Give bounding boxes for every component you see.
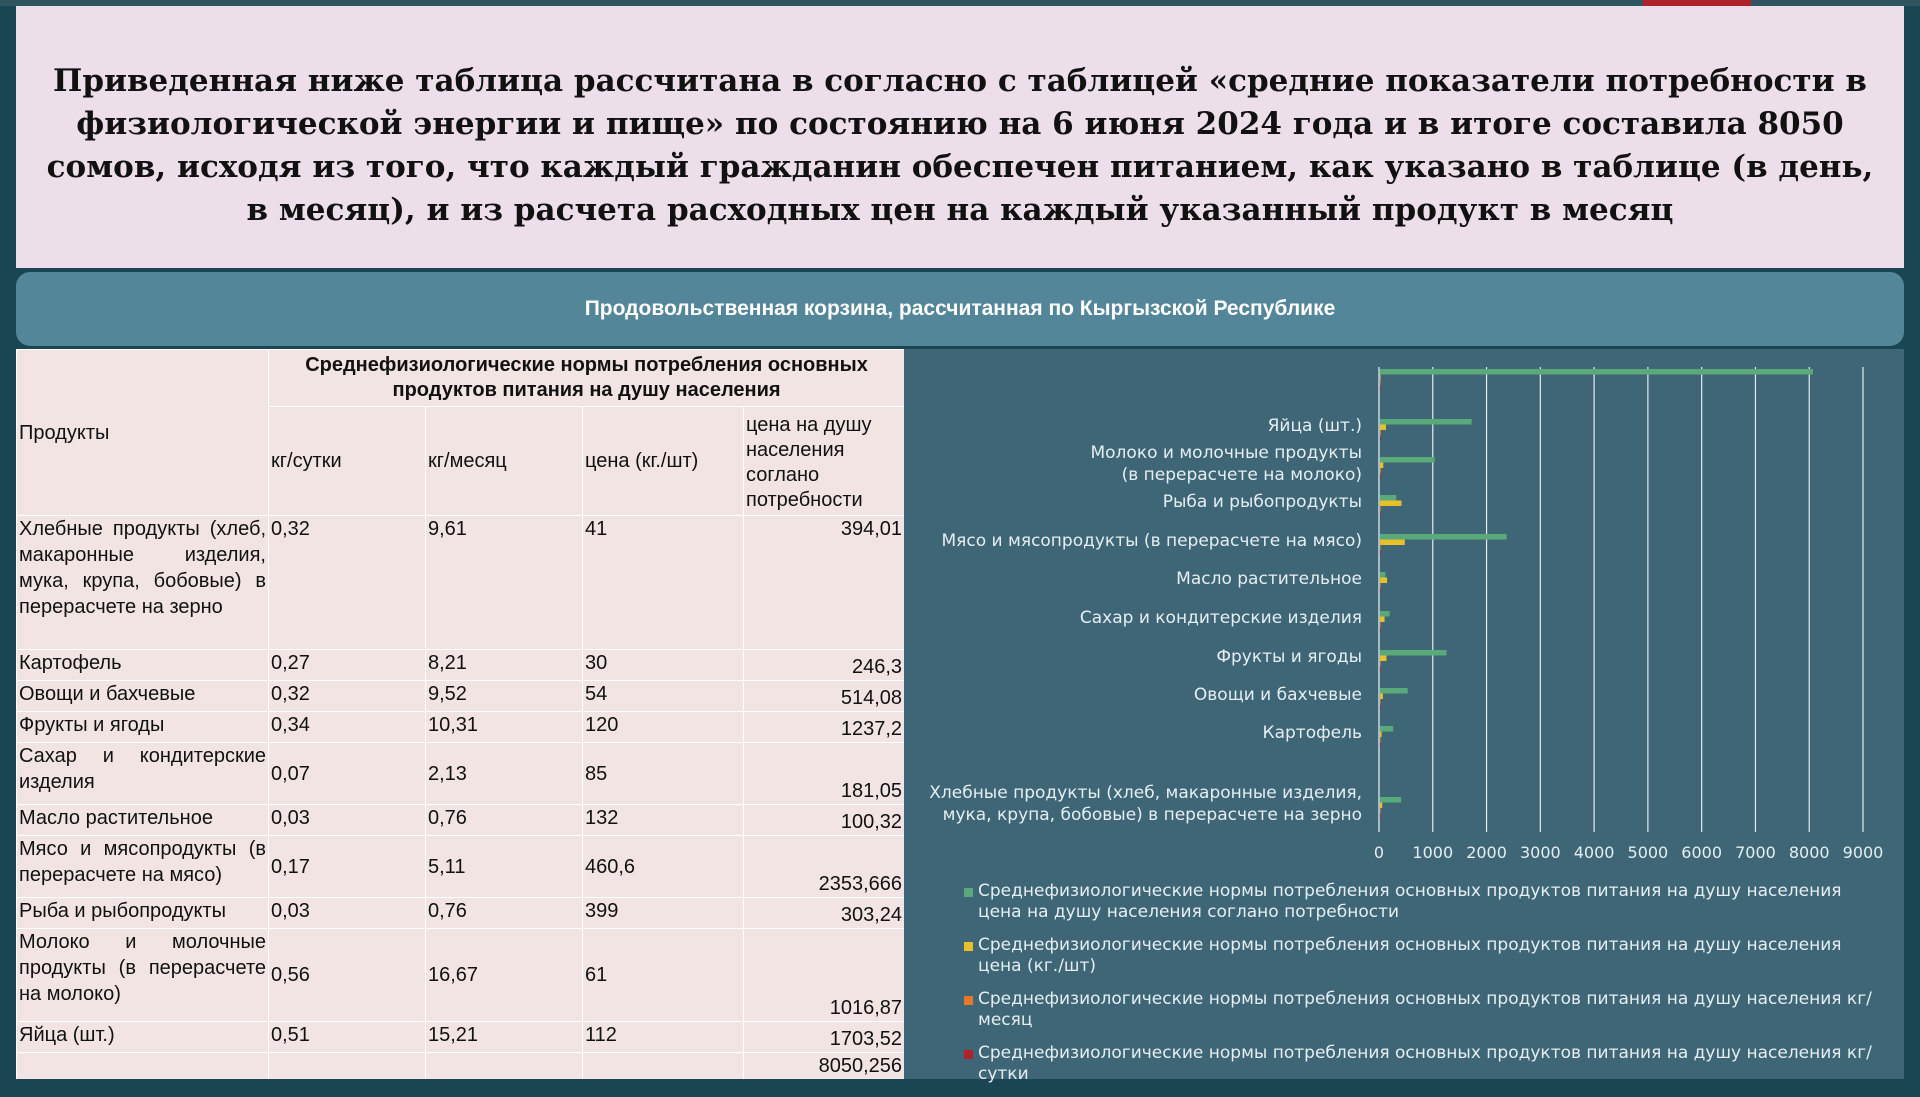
product-cell: Мясо и мясопродукты (в перерасчете на мясо) [17,836,269,898]
y-category-label [1090,443,1362,485]
price-cell: 85 [583,743,744,805]
product-cell: Фрукты и ягоды [17,712,269,743]
legend-swatch [964,996,973,1005]
y-category-label-line: Яйца (шт.) [1267,416,1362,436]
y-category-label [1163,492,1362,512]
price-cell: 120 [583,712,744,743]
legend-swatch [964,888,973,897]
bar-0-8 [1380,457,1435,463]
bar-2-5 [1380,583,1381,589]
bar-2-10 [1380,380,1381,386]
bar-0-6 [1380,534,1507,540]
food-basket-table [16,349,904,1079]
bar-1-10 [1380,375,1381,381]
y-category-label-line: Молоко и молочные продукты [1090,443,1362,463]
bar-0-5 [1380,572,1385,578]
kg-month-cell: 0,76 [426,805,583,836]
header-kg-day: кг/сутки [269,407,426,516]
bar-3-5 [1380,589,1381,595]
table-row [17,929,905,1022]
legend-swatch [964,1050,973,1059]
price-cell: 41 [583,516,744,650]
kg-day-cell: 0,32 [269,516,426,650]
price-cell: 132 [583,805,744,836]
y-category-label-line: Масло растительное [1176,569,1362,589]
bar-0-7 [1380,495,1396,501]
bar-2-3 [1380,661,1381,667]
price-cell: 112 [583,1022,744,1053]
x-tick-label: 2000 [1466,843,1507,862]
bar-2-1 [1380,737,1381,743]
kg-month-cell: 8,21 [426,650,583,681]
bar-1-6 [1380,540,1405,546]
kg-month-cell: 9,61 [426,516,583,650]
kg-month-cell: 16,67 [426,929,583,1022]
x-tick-label: 3000 [1519,843,1561,862]
x-tick-label: 7000 [1735,843,1776,862]
y-category-label-line: Сахар и кондитерские изделия [1079,608,1362,628]
legend-swatch [964,942,973,951]
kg-month-cell: 10,31 [426,712,583,743]
bar-3-9 [1380,436,1381,442]
y-category-label-line: мука, крупа, бобовые) в перерасчете на зерно [942,805,1362,825]
legend-label: Среднефизиологические нормы потребления основных продуктов питания на душу населения цена на душу населения соглано потребности [978,881,1842,922]
product-cell: Рыба и рыбопродукты [17,898,269,929]
bar-2-6 [1380,545,1381,551]
bar-3-1 [1380,743,1381,749]
kg-month-cell: 0,76 [426,898,583,929]
bar-0-10 [1380,369,1813,375]
x-tick-label: 1000 [1412,843,1454,862]
table-row [17,712,905,743]
product-cell: Молоко и молочные продукты (в перерасчете на молоко) [17,929,269,1022]
bar-1-4 [1380,617,1385,623]
per-capita-cell: 1016,87 [744,929,905,1022]
y-category-label-line: Хлебные продукты (хлеб, макаронные изделия, [929,783,1362,803]
table-total-row [17,1053,905,1080]
y-category-label [1263,723,1362,743]
table-row [17,743,905,805]
kg-day-cell: 0,27 [269,650,426,681]
y-category-label [1216,647,1362,667]
kg-day-cell: 0,32 [269,681,426,712]
price-cell: 30 [583,650,744,681]
y-category-label [929,783,1362,825]
bar-1-5 [1380,578,1387,584]
bar-2-7 [1380,506,1381,512]
product-cell: Картофель [17,650,269,681]
product-cell: Сахар и кондитерские изделия [17,743,269,805]
y-category-label-line: (в перерасчете на молоко) [1121,465,1362,485]
table-row [17,836,905,898]
per-capita-cell: 181,05 [744,743,905,805]
bar-2-2 [1380,699,1381,705]
table-row [17,805,905,836]
bar-1-2 [1380,694,1383,700]
legend-item [964,881,1884,923]
section-title: Продовольственная корзина, рассчитанная по Кыргызской Республике [16,272,1904,346]
bar-3-10 [1380,386,1381,392]
x-tick-label: 4000 [1573,843,1615,862]
per-capita-cell: 100,32 [744,805,905,836]
y-category-label-line: Овощи и бахчевые [1193,685,1362,705]
bar-0-1 [1380,726,1393,732]
bar-3-7 [1380,512,1381,518]
x-tick-label: 5000 [1627,843,1669,862]
bar-0-4 [1380,611,1390,617]
table-row [17,516,905,650]
header-price: цена (кг./шт) [583,407,744,516]
bar-3-0 [1380,814,1381,820]
table-header-row [17,350,905,407]
per-capita-cell: 246,3 [744,650,905,681]
x-tick-label: 0 [1373,843,1385,862]
y-category-label [942,531,1362,551]
header-kg-month: кг/месяц [426,407,583,516]
kg-day-cell: 0,51 [269,1022,426,1053]
chart-legend [964,881,1884,1097]
header-price-per-capita: цена на душу населения соглано потребности [744,407,905,516]
kg-day-cell: 0,03 [269,898,426,929]
total-empty-cell [426,1053,583,1080]
bar-1-7 [1380,501,1401,507]
kg-day-cell: 0,17 [269,836,426,898]
kg-month-cell: 9,52 [426,681,583,712]
price-cell: 54 [583,681,744,712]
bar-3-6 [1380,551,1381,557]
bar-1-3 [1380,656,1386,662]
legend-label: Среднефизиологические нормы потребления основных продуктов питания на душу населения кг/месяц [978,989,1872,1030]
bar-0-3 [1380,650,1447,656]
bar-1-9 [1380,425,1386,431]
kg-day-cell: 0,07 [269,743,426,805]
x-tick-label: 9000 [1842,843,1884,862]
title-panel [16,6,1904,268]
header-products: Продукты [17,350,269,516]
y-category-label-line: Мясо и мясопродукты (в перерасчете на мясо) [941,531,1362,551]
x-tick-label: 8000 [1788,843,1830,862]
y-category-label [1176,569,1362,589]
y-category-label-line: Фрукты и ягоды [1216,647,1362,667]
bar-2-4 [1380,622,1381,628]
y-category-label-line: Рыба и рыбопродукты [1162,492,1362,512]
product-cell: Хлебные продукты (хлеб, макаронные изделия, мука, крупа, бобовые) в перерасчете на зерно [17,516,269,650]
bar-0-9 [1380,419,1472,425]
kg-month-cell: 5,11 [426,836,583,898]
per-capita-cell: 1703,52 [744,1022,905,1053]
per-capita-cell: 514,08 [744,681,905,712]
bar-2-8 [1380,468,1381,474]
y-category-label-line: Картофель [1262,723,1362,743]
legend-label: Среднефизиологические нормы потребления основных продуктов питания на душу населения цена (кг./шт) [978,935,1842,976]
kg-day-cell: 0,56 [269,929,426,1022]
total-empty-cell [583,1053,744,1080]
kg-month-cell: 15,21 [426,1022,583,1053]
legend-item [964,989,1884,1031]
per-capita-cell: 1237,2 [744,712,905,743]
bar-3-3 [1380,667,1381,673]
per-capita-cell: 2353,666 [744,836,905,898]
bar-1-0 [1380,803,1382,809]
bar-2-0 [1380,808,1381,814]
bar-0-0 [1380,797,1401,803]
table-row [17,898,905,929]
y-category-label [1080,608,1362,628]
page-title: Приведенная ниже таблица рассчитана в согласно с таблицей «средние показатели потребности в физиологической энергии и пище» по состоянию на 6 июня 2024 года и в итоге составила 8050 сомов, исходя из того, что каждый гражданин обеспечен питанием, как указано в таблице (в день, в месяц), и из расчета расходных цен на каждый указанный продукт в месяц [46,63,1874,228]
bar-0-2 [1380,688,1408,694]
y-category-label [1268,416,1362,436]
y-category-label [1194,685,1362,705]
table-row [17,681,905,712]
bar-1-8 [1380,463,1383,469]
price-cell: 460,6 [583,836,744,898]
price-cell: 61 [583,929,744,1022]
product-cell: Овощи и бахчевые [17,681,269,712]
kg-month-cell: 2,13 [426,743,583,805]
food-basket-table-container [16,349,904,1079]
product-cell: Яйца (шт.) [17,1022,269,1053]
bar-3-4 [1380,628,1381,634]
total-empty-cell [269,1053,426,1080]
food-basket-chart [904,349,1904,1084]
per-capita-cell: 303,24 [744,898,905,929]
per-capita-cell: 394,01 [744,516,905,650]
kg-day-cell: 0,03 [269,805,426,836]
table-row [17,1022,905,1053]
total-cell: 8050,256 [744,1053,905,1080]
bar-2-9 [1380,430,1381,436]
bar-3-8 [1380,474,1381,480]
table-row [17,650,905,681]
kg-day-cell: 0,34 [269,712,426,743]
bar-3-2 [1380,705,1381,711]
bar-1-1 [1380,732,1382,738]
legend-label: Среднефизиологические нормы потребления основных продуктов питания на душу населения кг/сутки [978,1043,1872,1084]
total-label-cell [17,1053,269,1080]
legend-item [964,935,1884,977]
product-cell: Масло растительное [17,805,269,836]
price-cell: 399 [583,898,744,929]
header-group: Среднефизиологические нормы потребления основных продуктов питания на душу населения [269,350,905,407]
x-tick-label: 6000 [1681,843,1723,862]
